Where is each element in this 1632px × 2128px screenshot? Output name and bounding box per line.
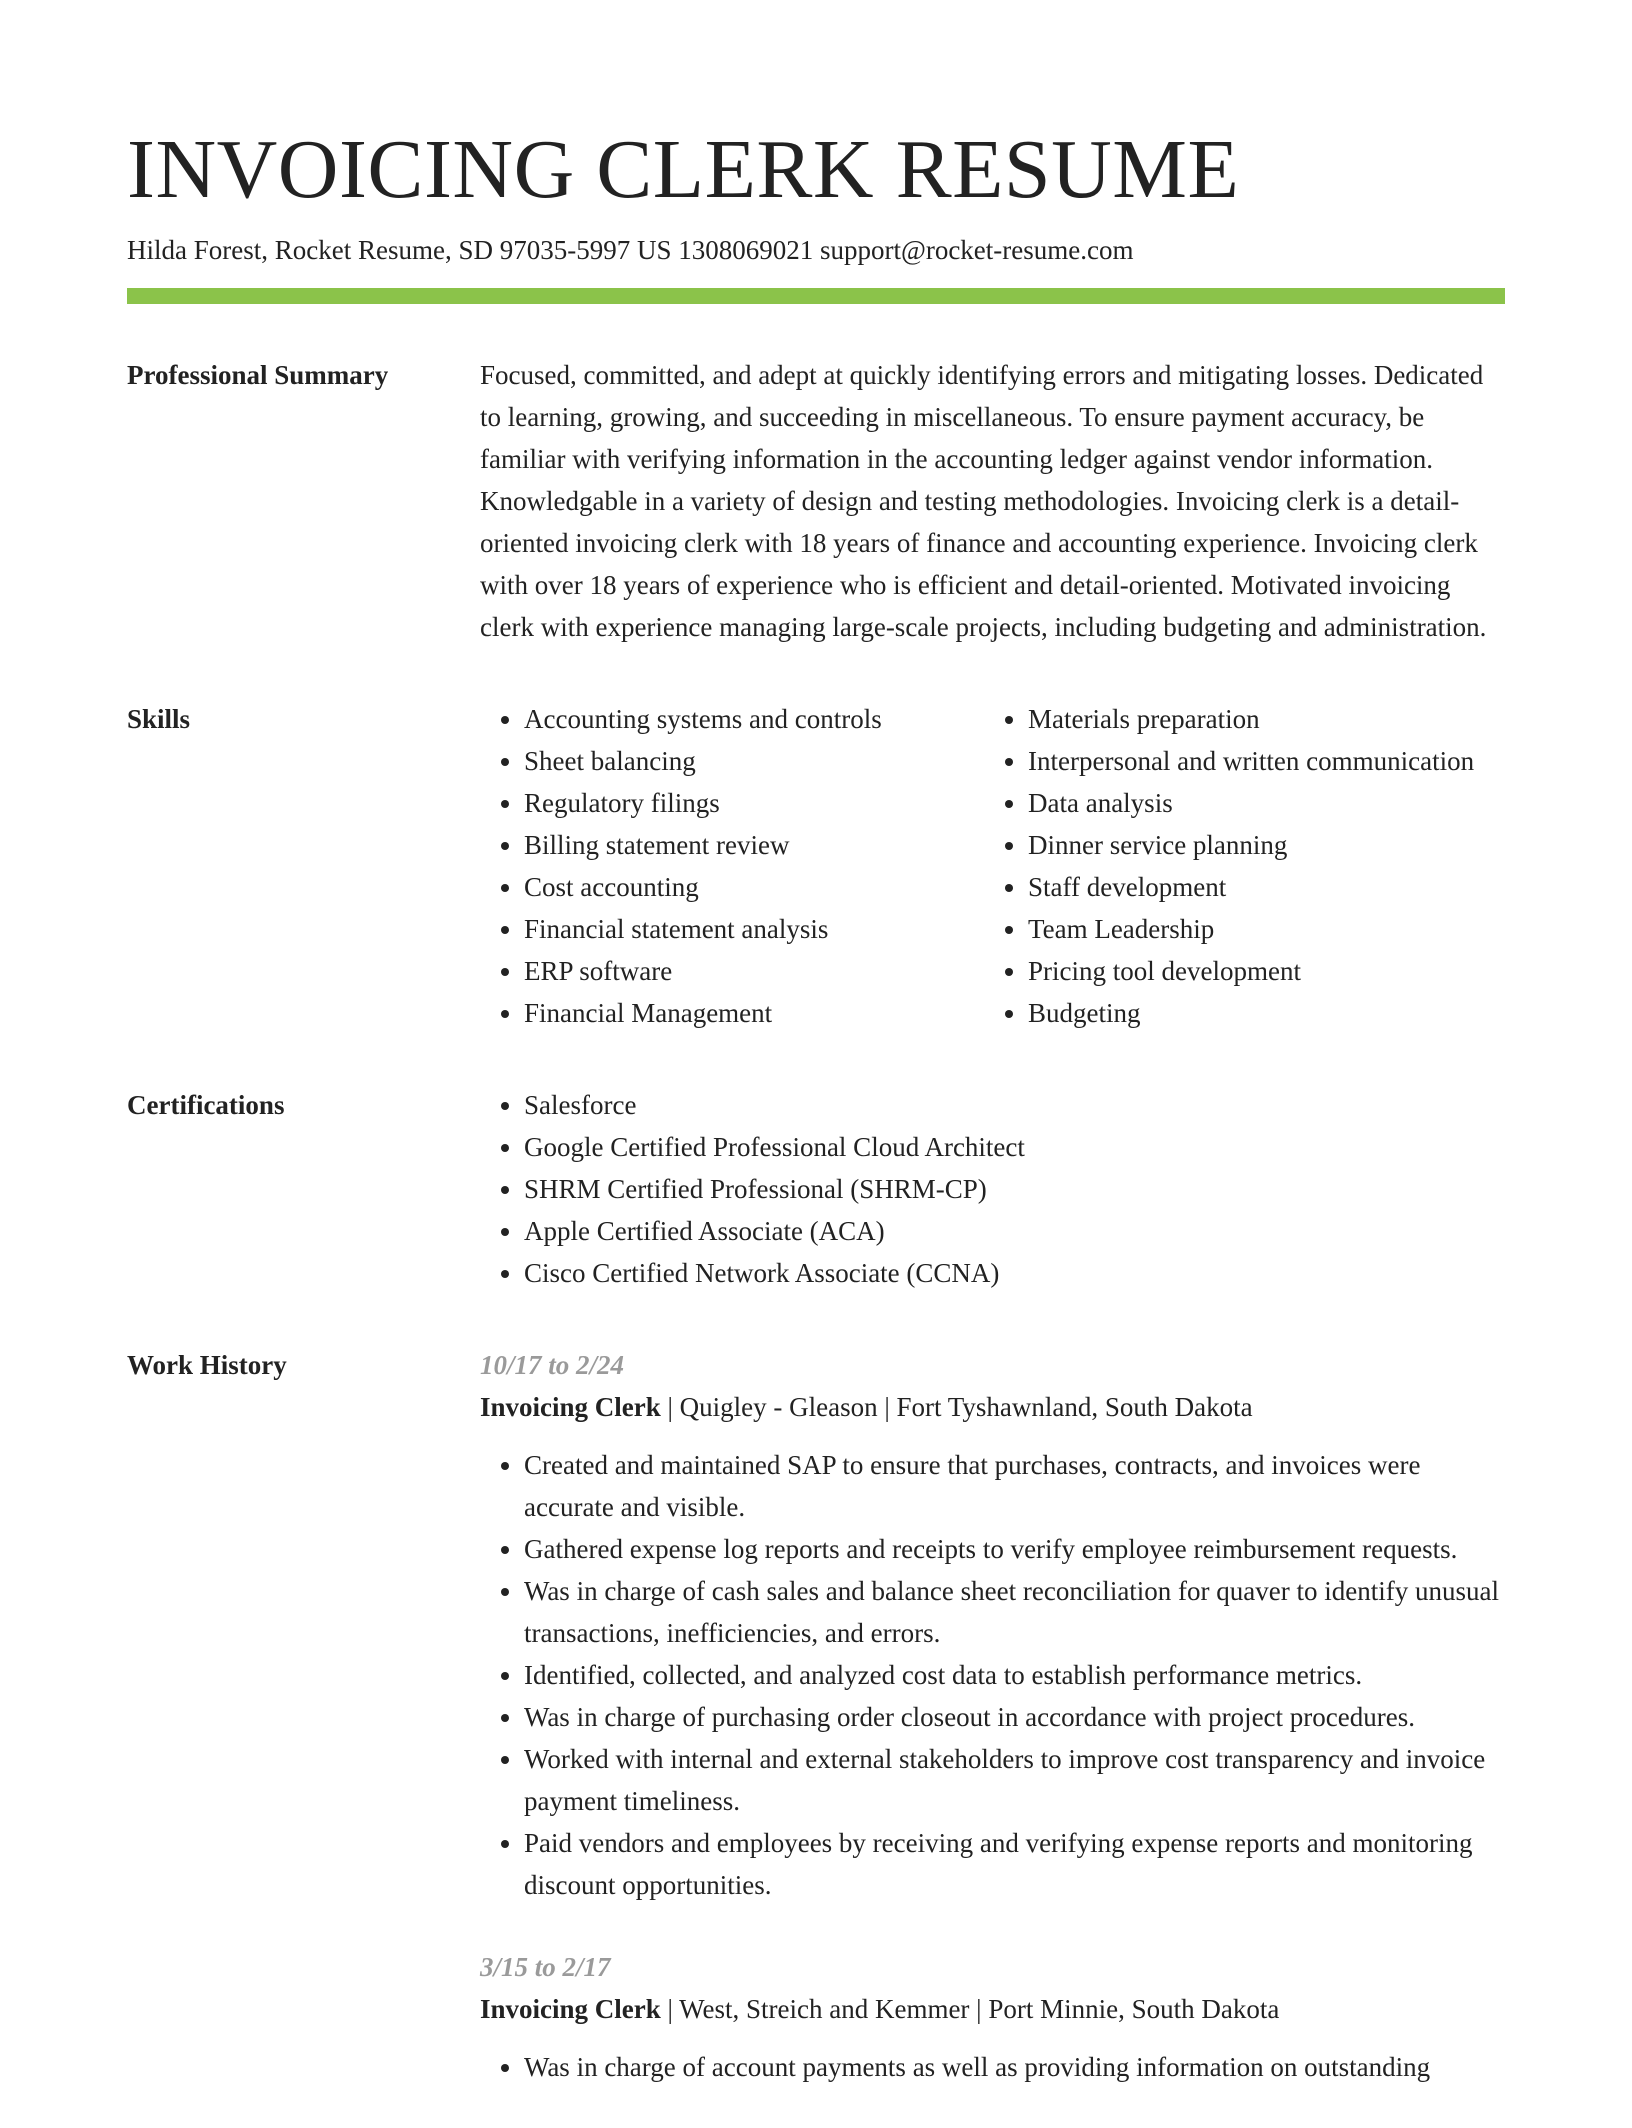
skill-item: • Sheet balancing: [524, 740, 984, 782]
job-entry: [480, 1344, 1505, 1906]
skill-item: • Financial Management: [524, 992, 984, 1034]
skill-item: • Dinner service planning: [1028, 824, 1528, 866]
skill-item: • Budgeting: [1028, 992, 1528, 1034]
skill-item: • Team Leadership: [1028, 908, 1528, 950]
section-label-certifications: Certifications: [127, 1090, 285, 1120]
skill-item: • Regulatory filings: [524, 782, 984, 824]
certification-item: • SHRM Certified Professional (SHRM-CP): [524, 1168, 1505, 1210]
certification-item: • Apple Certified Associate (ACA): [524, 1210, 1505, 1252]
job-bullet: • Was in charge of account payments as well as providing information on outstanding: [524, 2046, 1505, 2088]
certifications-section: [127, 1084, 1505, 1294]
skill-item: • Staff development: [1028, 866, 1528, 908]
skills-list-column-2: [984, 698, 1528, 1034]
skill-item: • Interpersonal and written communication: [1028, 740, 1528, 782]
job-employer-location: | Quigley - Gleason | Fort Tyshawnland, South Dakota: [660, 1392, 1253, 1422]
summary-text: Focused, committed, and adept at quickly identifying errors and mitigating losses. Dedicated to learning, growing, and succeeding in miscellaneous. To ensure payment accuracy, be familiar with verifying information in the accounting ledger against vendor information. Knowledgable in a variety of design and testing methodologies. Invoicing clerk is a detail-oriented invoicing clerk with 18 years of finance and accounting experience. Invoicing clerk with over 18 years of experience who is efficient and detail-oriented. Motivated invoicing clerk with experience managing large-scale projects, including budgeting and administration.: [480, 360, 1487, 642]
header-divider: [127, 288, 1505, 304]
job-bullet: • Identified, collected, and analyzed cost data to establish performance metrics.: [524, 1654, 1505, 1696]
skill-item: • Financial statement analysis: [524, 908, 984, 950]
certifications-list: [480, 1084, 1505, 1294]
job-entry: [480, 1946, 1505, 2088]
skill-item: • Accounting systems and controls: [524, 698, 984, 740]
skill-item: • Billing statement review: [524, 824, 984, 866]
contact-line: Hilda Forest, Rocket Resume, SD 97035-5997 US 1308069021 support@rocket-resume.com: [127, 235, 1134, 265]
skill-item: • Materials preparation: [1028, 698, 1528, 740]
job-heading: [480, 1386, 1505, 1428]
job-title: Invoicing Clerk: [480, 1994, 661, 2024]
job-bullet: • Was in charge of cash sales and balance sheet reconciliation for quaver to identify unusual transactions, inefficiencies, and errors.: [524, 1570, 1505, 1654]
resume-title: INVOICING CLERK RESUME: [127, 123, 1240, 216]
job-employer-location: | West, Streich and Kemmer | Port Minnie, South Dakota: [660, 1994, 1280, 2024]
job-responsibilities: [480, 2046, 1505, 2088]
job-title: Invoicing Clerk: [480, 1392, 661, 1422]
summary-section: [127, 354, 1505, 648]
certification-item: • Salesforce: [524, 1084, 1505, 1126]
skills-list-column-1: [480, 698, 984, 1034]
job-bullet: • Was in charge of purchasing order closeout in accordance with project procedures.: [524, 1696, 1505, 1738]
job-bullet: • Paid vendors and employees by receiving and verifying expense reports and monitoring discount opportunities.: [524, 1822, 1505, 1906]
certification-item: • Cisco Certified Network Associate (CCNA): [524, 1252, 1505, 1294]
certification-item: • Google Certified Professional Cloud Architect: [524, 1126, 1505, 1168]
skill-item: • Data analysis: [1028, 782, 1528, 824]
job-heading: [480, 1988, 1505, 2030]
skill-item: • ERP software: [524, 950, 984, 992]
resume-page: [127, 120, 1505, 2128]
section-label-work-history: Work History: [127, 1350, 287, 1380]
section-label-summary: Professional Summary: [127, 360, 389, 390]
job-dates: 3/15 to 2/17: [480, 1952, 611, 1982]
job-dates: 10/17 to 2/24: [480, 1350, 625, 1380]
skills-section: [127, 698, 1505, 1034]
skill-item: • Pricing tool development: [1028, 950, 1528, 992]
work-history-section: [127, 1344, 1505, 2128]
section-label-skills: Skills: [127, 704, 191, 734]
job-bullet: • Gathered expense log reports and receipts to verify employee reimbursement requests.: [524, 1528, 1505, 1570]
job-responsibilities: [480, 1444, 1505, 1906]
skill-item: • Cost accounting: [524, 866, 984, 908]
job-bullet: • Worked with internal and external stakeholders to improve cost transparency and invoice payment timeliness.: [524, 1738, 1505, 1822]
job-bullet: • Created and maintained SAP to ensure that purchases, contracts, and invoices were accurate and visible.: [524, 1444, 1505, 1528]
